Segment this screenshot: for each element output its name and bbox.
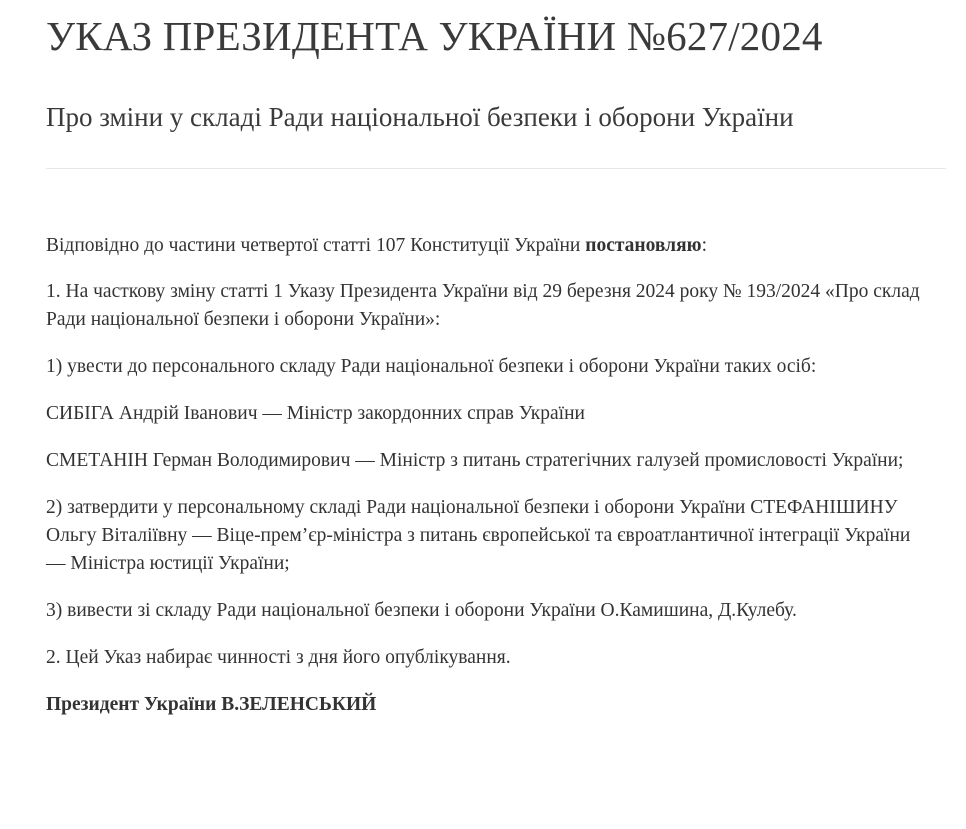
paragraph-article-1: 1. На часткову зміну статті 1 Указу Президента України від 29 березня 2024 року № 193/2024 «Про склад Ради національної безпеки і оборони України»:	[46, 281, 920, 330]
intro-text: Відповідно до частини четвертої статті 107 Конституції України	[46, 235, 586, 256]
signature: Президент України В.ЗЕЛЕНСЬКИЙ	[46, 694, 377, 715]
paragraph-person-smetanin: СМЕТАНІН Герман Володимирович — Міністр з питань стратегічних галузей промисловості України;	[46, 450, 904, 471]
page-title: УКАЗ ПРЕЗИДЕНТА УКРАЇНИ №627/2024	[46, 13, 823, 59]
page-subtitle: Про зміни у складі Ради національної безпеки і оборони України	[46, 102, 794, 132]
intro-paragraph	[46, 232, 926, 260]
paragraph-article-2: 2. Цей Указ набирає чинності з дня його опублікування.	[46, 647, 511, 668]
divider	[46, 168, 946, 169]
intro-bold-word: постановляю	[585, 235, 702, 256]
decree-body	[46, 232, 926, 738]
intro-end: :	[701, 235, 707, 256]
paragraph-item-3: 3) вивести зі складу Ради національної безпеки і оборони України О.Камишина, Д.Кулебу.	[46, 600, 797, 621]
paragraph-item-1: 1) увести до персонального складу Ради національної безпеки і оборони України таких осіб:	[46, 356, 817, 377]
paragraph-item-2: 2) затвердити у персональному складі Ради національної безпеки і оборони України СТЕФАНІШИНУ Ольгу Віталіївну — Віце-прем’єр-міністра з питань європейської та євроатлантичної інтеграції України — Міністра юстиції України;	[46, 497, 911, 574]
paragraph-person-sybiha: СИБІГА Андрій Іванович — Міністр закордонних справ України	[46, 403, 585, 424]
